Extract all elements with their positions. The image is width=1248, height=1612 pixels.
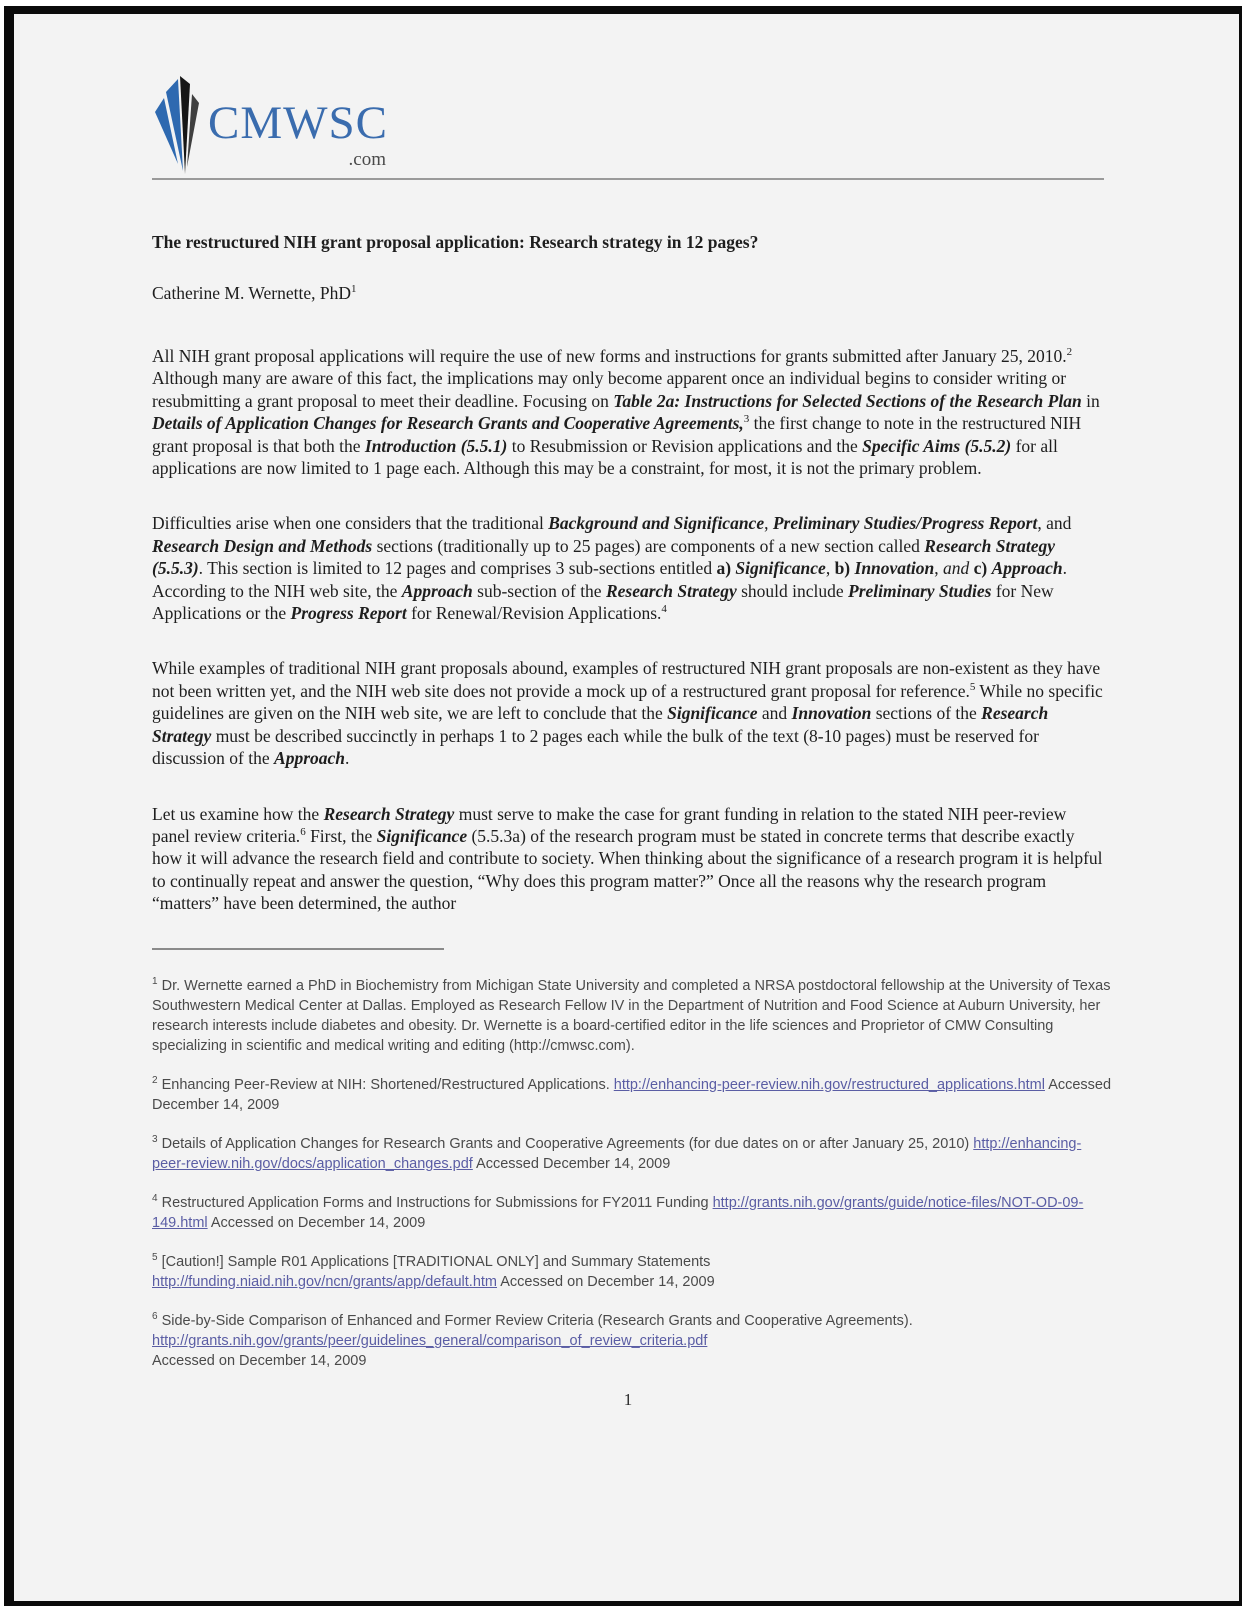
text-run: sections (traditionally up to 25 pages) are components of a new section called: [372, 535, 925, 556]
text-run: Details of Application Changes for Research Grants and Cooperative Agreements (for due dates on or after January 25, 2010): [161, 1135, 974, 1152]
text-run: to Resubmission or Revision applications and the: [507, 435, 863, 456]
text-run: Research Strategy: [152, 703, 1049, 746]
footnote: [152, 1252, 1112, 1292]
text-run: First, the: [305, 825, 377, 846]
paragraph: [152, 657, 1104, 769]
text-run: Research Design and Methods: [152, 535, 373, 556]
text-run: Accessed on December 14, 2009: [207, 1214, 426, 1231]
footnote-link[interactable]: http://grants.nih.gov/grants/guide/notice-files/NOT-OD-09-149.html: [152, 1194, 1084, 1231]
text-run: Approach: [991, 558, 1063, 579]
footnote-link[interactable]: http://enhancing-peer-review.nih.gov/docs/application_changes.pdf: [152, 1135, 1082, 1172]
text-run: Let us examine how the: [152, 803, 324, 824]
text-run: for all applications are now limited to 1 page each. Although this may be a constraint, for most, it is not the primary problem.: [152, 435, 1058, 479]
text-run: Accessed on December 14, 2009: [152, 1352, 367, 1369]
page-number: 1: [623, 1389, 633, 1409]
text-run: Accessed December 14, 2009: [152, 1076, 1112, 1113]
text-run: ,: [825, 558, 835, 579]
text-run: in: [1081, 390, 1100, 411]
footnote: [152, 976, 1112, 1056]
footnote-ref: 4: [661, 603, 667, 616]
text-run: Background and Significance: [548, 513, 765, 534]
text-run: While examples of traditional NIH grant proposals abound, examples of restructured NIH grant proposals are non-existent as they have not been written yet, and the NIH web site does not provide a mock up of a restructured grant proposal for reference.: [152, 658, 1101, 701]
footnote-list: [152, 975, 1112, 1371]
logo-brand-text: CMWSC: [208, 97, 388, 149]
text-run: Innovation: [854, 558, 935, 579]
text-run: for Renewal/Revision Applications.: [406, 603, 662, 624]
footnote-ref: 5: [969, 681, 976, 694]
text-run: and: [757, 703, 792, 724]
text-run: Preliminary Studies/Progress Report: [772, 513, 1038, 534]
text-run: sections of the: [871, 703, 982, 724]
paragraph: [152, 803, 1104, 915]
text-run: Significance: [376, 825, 468, 846]
text-run: Although many are aware of this fact, the implications may only become apparent once an individual begins to consider writing or resubmitting a grant proposal to meet their deadline. Focusing on: [152, 368, 1067, 411]
author-name: Catherine M. Wernette, PhD: [152, 283, 351, 303]
article-title: The restructured NIH grant proposal application: Research strategy in 12 pages?: [152, 232, 759, 252]
footnote-number: 3: [152, 1133, 158, 1145]
text-run: Side-by-Side Comparison of Enhanced and Former Review Criteria (Research Grants and Cooperative Agreements).: [161, 1312, 913, 1329]
text-run: Significance: [667, 703, 758, 724]
logo-shards-icon: [152, 74, 206, 174]
text-run: Dr. Wernette earned a PhD in Biochemistry from Michigan State University and completed a NRSA postdoctoral fellowship at the University of Texas Southwestern Medical Center at Dallas. Employed as Research Fellow IV in the Department of Nutrition and Food Science at Auburn University, her research interests include diabetes and obesity. Dr. Wernette is a board-certified editor in the life sciences and Proprietor of CMW Consulting specializing in scientific and medical writing and editing (http://cmwsc.com).: [152, 977, 1111, 1054]
article-body: [152, 232, 1104, 915]
text-run: Table 2a: Instructions for Selected Sections of the Research Plan: [613, 390, 1082, 411]
text-run: Research Strategy: [605, 580, 737, 601]
text-run: Restructured Application Forms and Instructions for Submissions for FY2011 Funding: [161, 1194, 713, 1211]
text-run: Research Strategy (5.5.3): [152, 535, 1056, 579]
text-run: Preliminary Studies: [848, 580, 992, 601]
text-run: Specific Aims (5.5.2): [862, 435, 1012, 456]
text-run: [Caution!] Sample R01 Applications [TRADITIONAL ONLY] and Summary Statements: [161, 1253, 711, 1270]
author-line: [152, 283, 1104, 304]
text-run: b): [834, 558, 855, 579]
text-run: for New Applications or the: [152, 580, 1054, 624]
text-run: , and: [1037, 513, 1072, 534]
paragraph: [152, 345, 1104, 479]
text-run: Approach: [274, 748, 345, 769]
text-run: Research Strategy: [323, 803, 455, 824]
footnote-ref: 3: [743, 413, 750, 426]
footnote-number: 1: [152, 975, 158, 987]
footnotes-section: [152, 948, 1112, 1410]
text-run: and: [943, 558, 970, 579]
footnote: [152, 1134, 1112, 1174]
header-divider: [152, 178, 1104, 180]
logo-tld-text: .com: [348, 149, 386, 170]
text-run: a): [716, 558, 736, 579]
paragraph: [152, 512, 1104, 624]
text-run: Introduction (5.5.1): [364, 435, 508, 456]
text-run: must serve to make the case for grant funding in relation to the stated NIH peer-review panel review criteria.: [152, 803, 1067, 846]
text-run: . This section is limited to 12 pages and comprises 3 sub-sections entitled: [198, 558, 717, 579]
text-run: All NIH grant proposal applications will require the use of new forms and instructions for grants submitted after January 25, 2010.: [152, 346, 1067, 366]
text-run: ,: [934, 558, 944, 579]
cmwsc-logo: [152, 74, 1104, 174]
footnote-link[interactable]: http://grants.nih.gov/grants/peer/guidelines_general/comparison_of_review_criteria.pdf: [152, 1332, 708, 1349]
body-paragraphs: [152, 345, 1104, 915]
footnote-number: 4: [152, 1192, 158, 1204]
footnote-ref: 2: [1066, 346, 1073, 359]
text-run: Innovation: [791, 703, 872, 724]
logo-text: [208, 97, 388, 171]
footnote-ref: 6: [300, 826, 306, 839]
text-run: While no specific guidelines are given on the NIH web site, we are left to conclude that the: [152, 680, 1103, 724]
text-run: Approach: [401, 580, 473, 601]
text-run: sub-section of the: [472, 580, 606, 601]
footnote-number: 2: [152, 1074, 158, 1086]
text-run: Enhancing Peer-Review at NIH: Shortened/Restructured Applications.: [161, 1076, 614, 1093]
footnote-divider: [152, 948, 444, 950]
footnote: [152, 1311, 1112, 1371]
text-run: (5.5.3a) of the research program must be stated in concrete terms that describe exactly how it will advance the research field and contribute to society. When thinking about the significance of a research program it is helpful to continually repeat and answer the question, “Why does this program matter?” Once all the reasons why the research program “matters” have been determined, the author: [152, 825, 1103, 914]
text-run: Difficulties arise when one considers that the traditional: [152, 513, 549, 534]
text-run: Progress Report: [290, 603, 407, 624]
text-run: . According to the NIH web site, the: [152, 558, 1067, 601]
text-run: Accessed on December 14, 2009: [497, 1273, 715, 1290]
footnote-number: 5: [152, 1251, 158, 1263]
footnote: [152, 1193, 1112, 1233]
text-run: Details of Application Changes for Research Grants and Cooperative Agreements,: [152, 413, 744, 434]
footnote-link[interactable]: http://funding.niaid.nih.gov/ncn/grants/app/default.htm: [152, 1273, 498, 1290]
text-run: c): [973, 558, 992, 579]
text-run: ,: [764, 513, 773, 534]
text-run: .: [345, 748, 350, 769]
text-run: Significance: [735, 558, 826, 579]
footnote-link[interactable]: http://enhancing-peer-review.nih.gov/restructured_applications.html: [613, 1076, 1045, 1093]
text-run: Accessed December 14, 2009: [472, 1155, 671, 1172]
footnote-number: 6: [152, 1310, 158, 1322]
document-page: [4, 6, 1242, 1606]
letterhead: [152, 74, 1104, 180]
text-run: the first change to note in the restructured NIH grant proposal is that both the: [152, 413, 1082, 456]
text-run: must be described succinctly in perhaps 1 to 2 pages each while the bulk of the text (8-10 pages) must be reserved for discussion of the: [152, 725, 1039, 769]
author-footnote-ref: 1: [351, 283, 357, 296]
footnote: [152, 1075, 1112, 1115]
text-run: should include: [736, 580, 849, 601]
